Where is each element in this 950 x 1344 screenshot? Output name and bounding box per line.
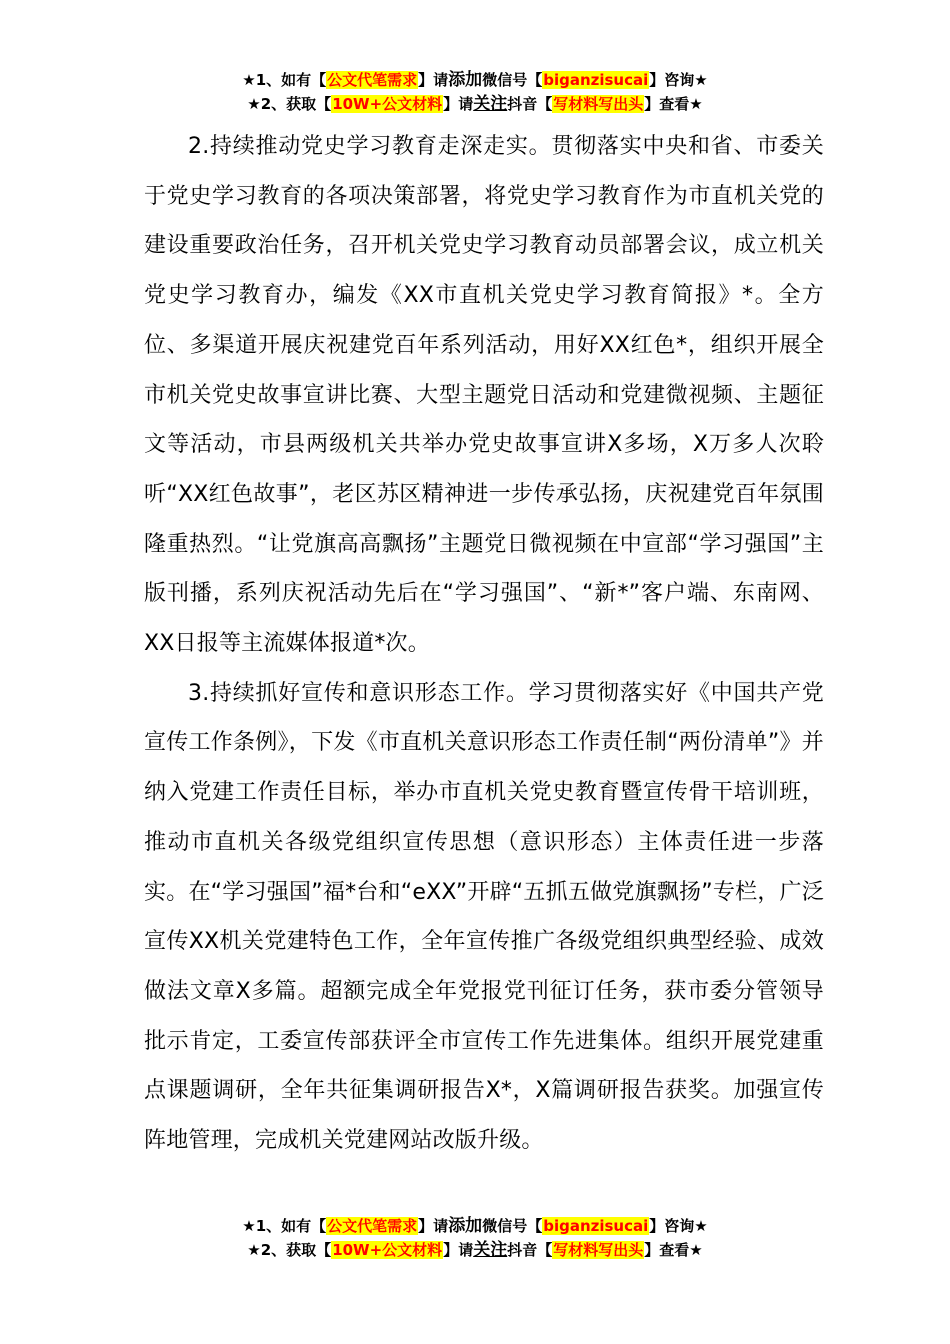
banner-line-2 (0, 92, 950, 116)
footer-banner (0, 1214, 950, 1262)
banner-line-2 (0, 1238, 950, 1262)
banner-emphasis: 关注 (473, 1240, 508, 1260)
banner-highlight: biganzisucai (543, 1217, 649, 1235)
banner-highlight: 写材料写出头 (553, 1241, 644, 1259)
banner-emphasis: 关注 (473, 94, 508, 114)
banner-text: 】查看★ (644, 1241, 703, 1259)
paragraph-party-history: 2.持续推动党史学习教育走深走实。贯彻落实中央和省、市委关于党史学习教育的各项决策部署，将党史学习教育作为市直机关党的建设重要政治任务，召开机关党史学习教育动员部署会议，成立机关党史学习教育办，编发《XX市直机关党史学习教育简报》*。全方位、多渠道开展庆祝建党百年系列活动，用好XX红色*，组织开展全市机关党史故事宣讲比赛、大型主题党日活动和党建微视频、主题征文等活动，市县两级机关共举办党史故事宣讲X多场，X万多人次聆听“XX红色故事”，老区苏区精神进一步传承弘扬，庆祝建党百年氛围隆重热烈。“让党旗高高飘扬”主题党日微视频在中宣部“学习强国”主版刊播，系列庆祝活动先后在“学习强国”、“新*”客户端、东南网、XX日报等主流媒体报道*次。 (144, 134, 824, 657)
banner-highlight: 公文代笔需求 (327, 71, 418, 89)
paragraph-publicity-ideology: 3.持续抓好宣传和意识形态工作。学习贯彻落实好《中国共产党宣传工作条例》，下发《市直机关意识形态工作责任制“两份清单”》并纳入党建工作责任目标，举办市直机关党史教育暨宣传骨干培训班，推动市直机关各级党组织宣传思想（意识形态）主体责任进一步落实。在“学习强国”福*台和“eXX”开辟“五抓五做党旗飘扬”专栏，广泛宣传XX机关党建特色工作，全年宣传推广各级党组织典型经验、成效做法文章X多篇。超额完成全年党报党刊征订任务，获市委分管领导批示肯定，工委宣传部获评全市宣传工作先进集体。组织开展党建重点课题调研，全年共征集调研报告X*，X篇调研报告获奖。加强宣传阵地管理，完成机关党建网站改版升级。 (144, 680, 824, 1154)
header-banner (0, 68, 950, 116)
banner-highlight: 写材料写出头 (553, 95, 644, 113)
banner-emphasis: 添加 (448, 70, 483, 90)
banner-highlight: 公文代笔需求 (327, 1217, 418, 1235)
banner-text: 】咨询★ (649, 1217, 708, 1235)
banner-text: 微信号【 (482, 1217, 543, 1235)
banner-text: 】查看★ (644, 95, 703, 113)
document-body (144, 122, 824, 1166)
banner-text: 】请 (418, 71, 449, 89)
banner-text: 微信号【 (482, 71, 543, 89)
banner-text: ★1、如有【 (242, 71, 327, 89)
banner-text: ★1、如有【 (242, 1217, 327, 1235)
banner-text: 抖音【 (507, 95, 553, 113)
banner-text: 】请 (443, 1241, 474, 1259)
banner-line-1 (0, 1214, 950, 1238)
banner-text: 】咨询★ (649, 71, 708, 89)
banner-text: ★2、获取【 (247, 95, 332, 113)
banner-highlight: 10W+公文材料 (332, 95, 443, 113)
banner-text: 抖音【 (507, 1241, 553, 1259)
banner-highlight: biganzisucai (543, 71, 649, 89)
banner-text: 】请 (418, 1217, 449, 1235)
banner-emphasis: 添加 (448, 1216, 483, 1236)
banner-text: ★2、获取【 (247, 1241, 332, 1259)
banner-text: 】请 (443, 95, 474, 113)
banner-highlight: 10W+公文材料 (332, 1241, 443, 1259)
banner-line-1 (0, 68, 950, 92)
